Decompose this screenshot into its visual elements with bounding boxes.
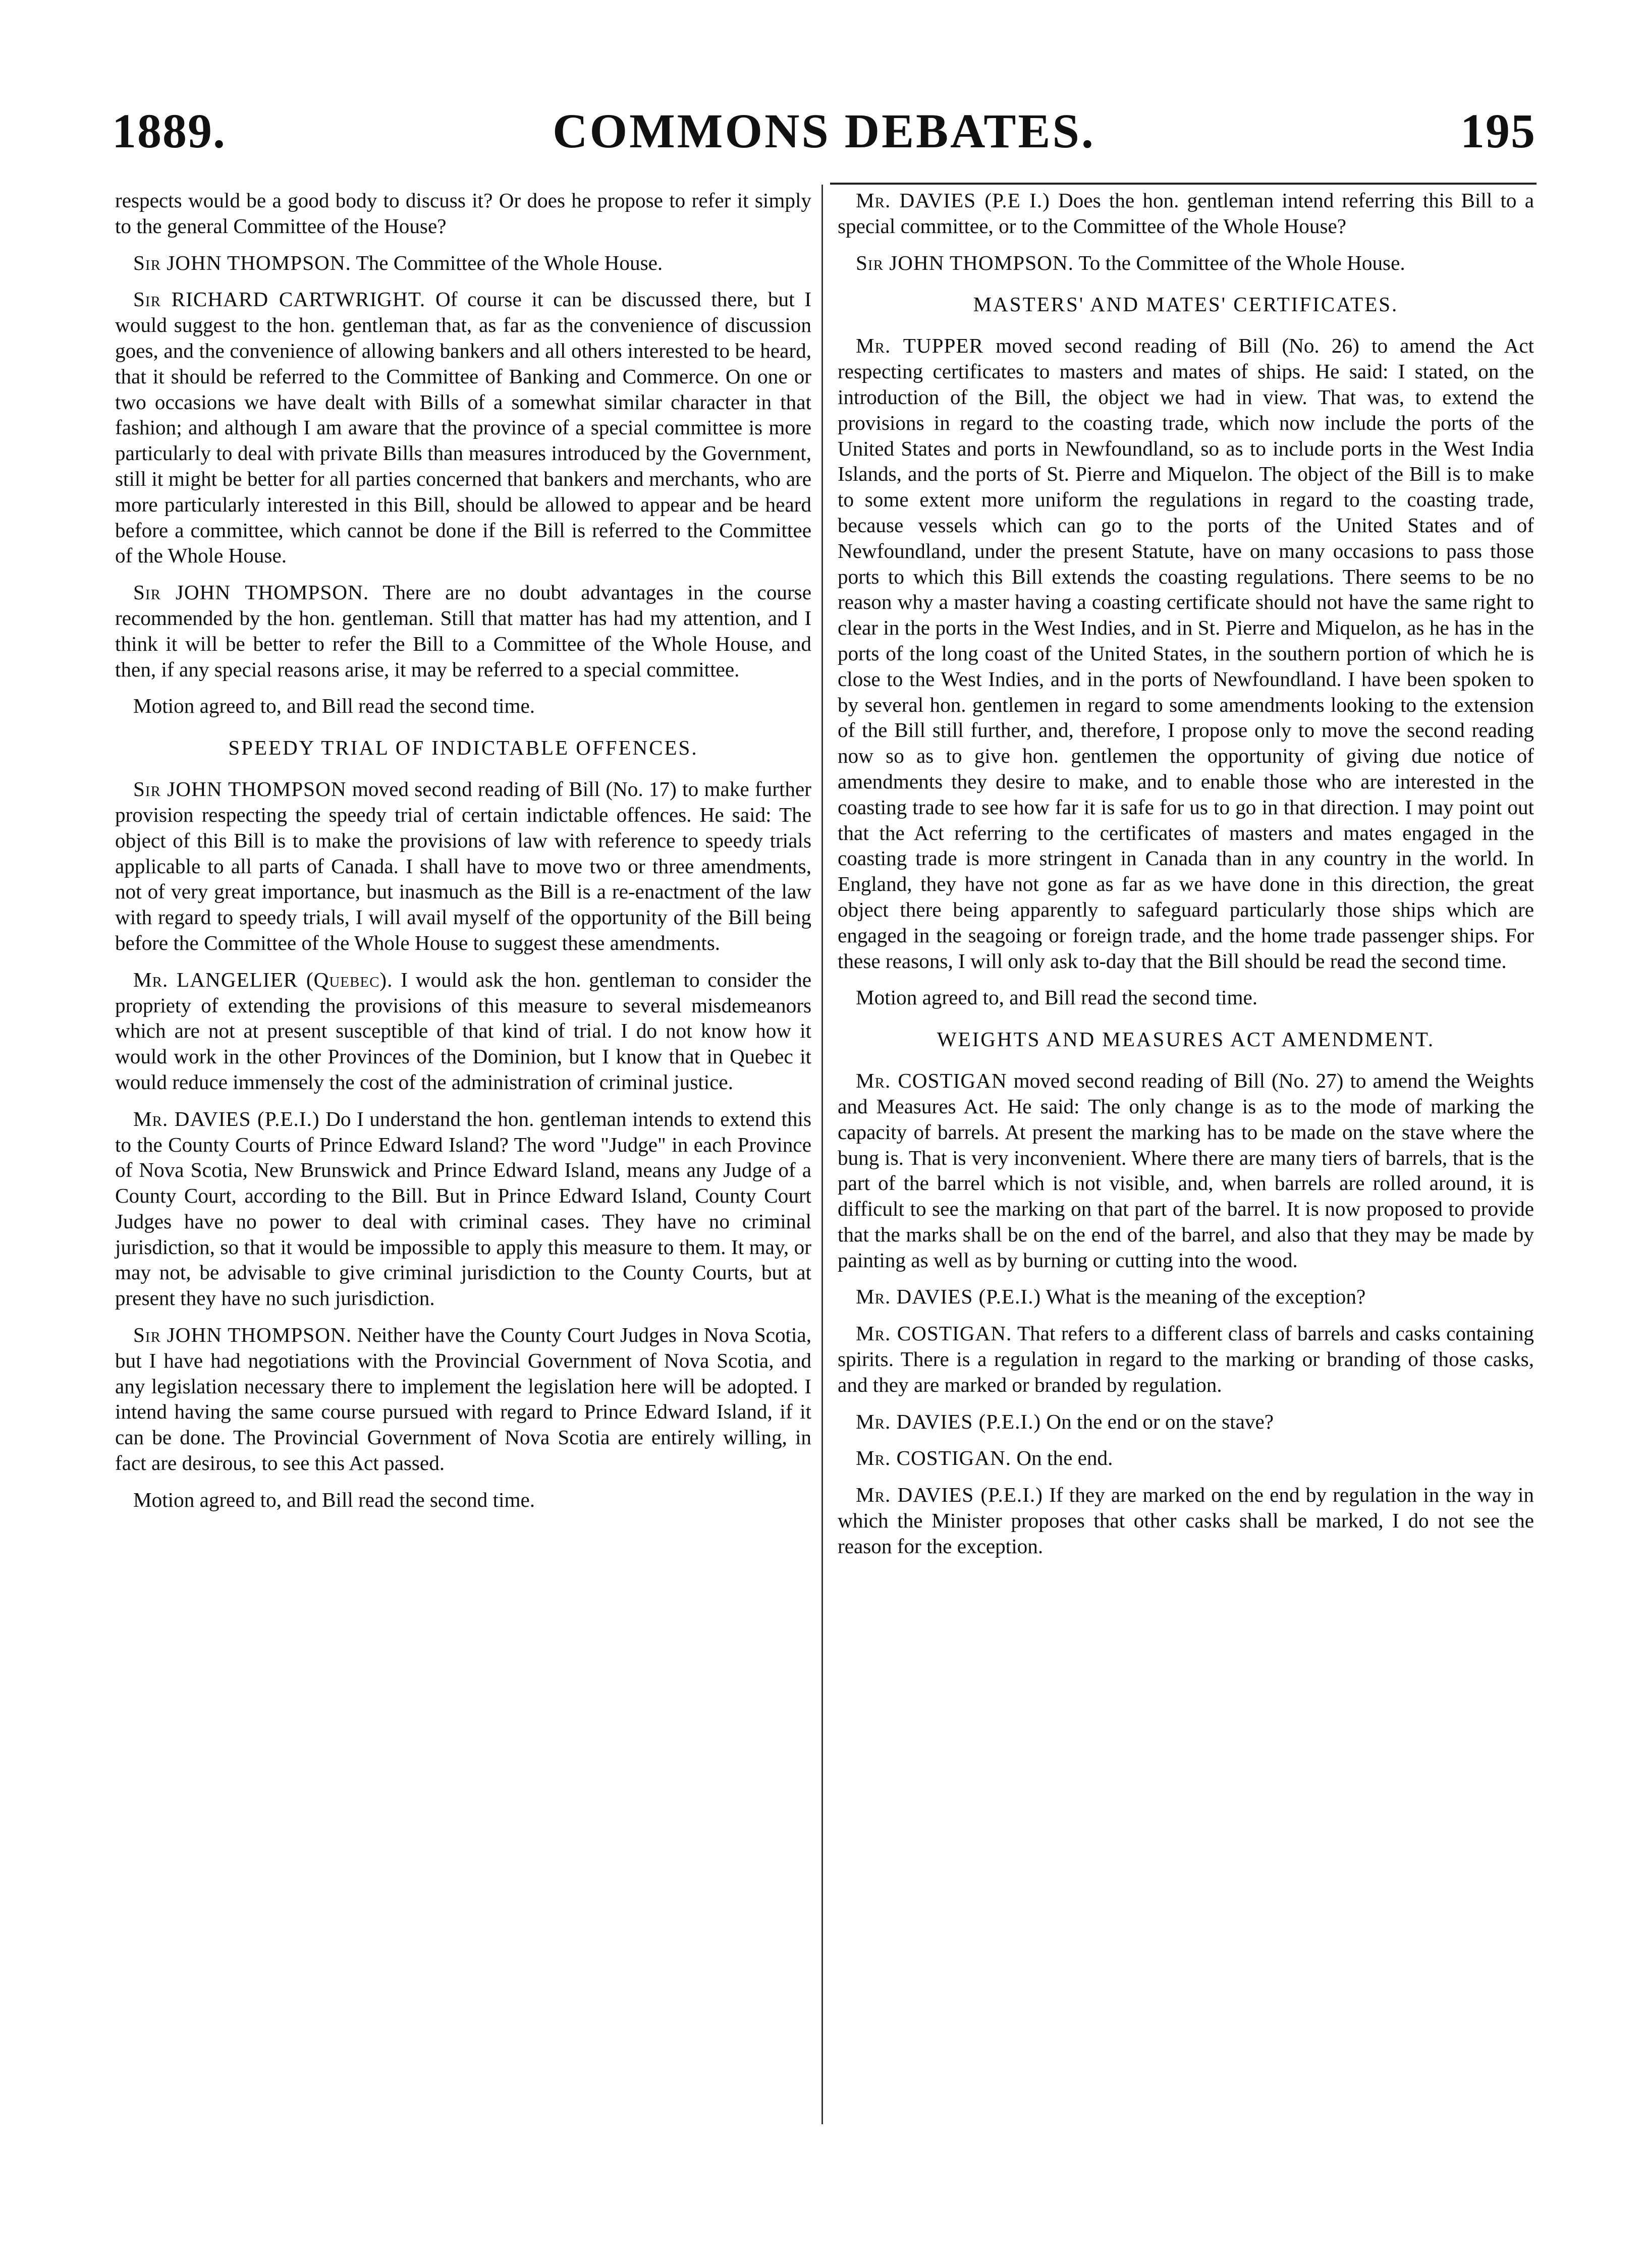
header-page-number: 195 — [1460, 104, 1536, 158]
speech-text: Neither have the County Court Judges in Nova Scotia, but I have had negotiations with the Provincial Government of Nova Scotia, and any legislation necessary there to implement the legislation here will be adopted. I intend having the same course pursued with regard to Prince Edward Island, if it can be done. The Provincial Government of Nova Scotia are entirely willing, in fact are desirous, to see this Act passed. — [115, 1323, 812, 1475]
speech-text: moved second reading of Bill (No. 17) to make further provision respecting the speedy trial of certain indictable offences. He said: The object of this Bill is to make the provisions of law with reference to speedy trials applicable to all parts of Canada. I shall have to move two or three amendments, not of very great importance, but inasmuch as the Bill is a re-enactment of the law with regard to speedy trials, I will avail myself of the opportunity of the Bill being before the Committee of the Whole House to suggest these amendments. — [115, 777, 811, 954]
speech-text: moved second reading of Bill (No. 26) to amend the Act respecting certificates to masters and mates of ships. He said: I stated, on the introduction of the Bill, the object we had in view. That was, to extend the provisions in regard to the coasting trade, which now include the ports of the United States and ports in Newfoundland, so as to include ports in the West India Islands, and the ports of St. Pierre and Miquelon. The object of the Bill is to make to some extent more uniform the regulations in regard to the coasting trade, because vessels which can go to the ports of the United States and of Newfoundland, under the present Statute, have on many occasions to pass those ports to which this Bill extends the coasting regulations. There seems to be no reason why a master having a coasting certificate should not have the same right to clear in the ports in the West Indies, and in St. Pierre and Miquelon, as he has in the ports of the long coast of the United States, in the southern portion of which he is close to the West Indies, and in the ports of Newfoundland. I have been spoken to by several hon. gentlemen in regard to some amendments looking to the extension of the Bill still further, and, therefore, I propose only to move the second reading now so as to give hon. gentlemen the opportunity of giving due notice of amendments they desire to make, and to enable those who are interested in the coasting trade to see how far it is safe for us to go in that direction. I may point out that the Act referring to the certificates of masters and mates engaged in the coasting trade is more stringent in Canada than in any country in the world. In England, they have not gone as far as we have done in this direction, the great object there being apparently to safeguard particularly those ships which are engaged in the seagoing or foreign trade, and the home trade passenger ships. For these reasons, I will only ask to-day that the Bill should be read the second time. — [838, 334, 1534, 973]
speech-text: That refers to a different class of barrels and casks containing spirits. There is a regulation in regard to the marking or branding of those casks, and they are marked or branded by regulation. — [838, 1322, 1534, 1396]
speech-text: To the Committee of the Whole House. — [1078, 251, 1405, 274]
speaker-name: Mr. DAVIES (P.E.I.) — [856, 1483, 1043, 1507]
section-heading: MASTERS' AND MATES' CERTIFICATES. — [973, 293, 1399, 316]
speaker-name: Mr. TUPPER — [856, 334, 984, 358]
speech-paragraph — [838, 1445, 1534, 1471]
speaker-name: Mr. COSTIGAN. — [856, 1322, 1012, 1345]
header-title: COMMONS DEBATES. — [553, 104, 1095, 158]
speech-text: Does the hon. gentleman intend referring this Bill to a special committee, or to the Committee of the Whole House? — [838, 189, 1534, 238]
section-heading: WEIGHTS AND MEASURES ACT AMENDMENT. — [937, 1028, 1435, 1051]
speech-paragraph — [115, 580, 811, 682]
motion-text: Motion agreed to, and Bill read the second time. — [856, 986, 1258, 1009]
speaker-name: Mr. DAVIES (P.E.I.) — [856, 1409, 1041, 1433]
speech-paragraph — [115, 1106, 811, 1311]
speech-text: On the end or on the stave? — [1046, 1409, 1274, 1433]
speech-paragraph — [838, 333, 1534, 974]
header-year: 1889. — [112, 104, 226, 158]
header-rule — [830, 183, 1537, 185]
speech-paragraph — [115, 287, 811, 569]
motion-paragraph — [838, 985, 1534, 1010]
page-header — [112, 101, 1536, 172]
speaker-name: Mr. COSTIGAN — [856, 1069, 1007, 1093]
paragraph — [115, 188, 811, 239]
speech-paragraph — [838, 188, 1534, 239]
motion-text: Motion agreed to, and Bill read the second time. — [133, 694, 535, 718]
speech-paragraph — [838, 1482, 1534, 1559]
speaker-name: Sir JOHN THOMPSON. — [856, 251, 1074, 274]
speaker-name: Sir JOHN THOMPSON. — [133, 251, 351, 274]
column-divider — [821, 185, 823, 2124]
right-column — [838, 188, 1534, 1570]
speaker-name: Sir RICHARD CARTWRIGHT. — [133, 288, 426, 311]
speaker-name: Mr. DAVIES (P.E I.) — [856, 189, 1050, 212]
speech-text: On the end. — [1016, 1446, 1113, 1470]
speech-paragraph — [115, 250, 811, 276]
speech-paragraph — [838, 1409, 1534, 1435]
paragraph-text: respects would be a good body to discuss it? Or does he propose to refer it simply to the general Committee of the House? — [115, 189, 811, 238]
speaker-name: Mr. COSTIGAN. — [856, 1446, 1012, 1470]
speech-paragraph — [838, 250, 1534, 276]
speech-paragraph — [838, 1284, 1534, 1310]
speaker-name: Sir JOHN THOMPSON — [133, 777, 347, 801]
speech-text: The Committee of the Whole House. — [356, 251, 663, 274]
speech-paragraph — [115, 776, 811, 956]
motion-text: Motion agreed to, and Bill read the second time. — [133, 1488, 535, 1511]
speaker-name: Sir JOHN THOMPSON. — [133, 581, 369, 604]
speech-text: What is the meaning of the exception? — [1046, 1285, 1366, 1309]
speaker-name: Sir JOHN THOMPSON. — [133, 1323, 352, 1347]
speech-text: Do I understand the hon. gentleman intends to extend this to the County Courts of Prince Edward Island? The word "Judge" in each Province of Nova Scotia, New Brunswick and Prince Edward Island, means any Judge of a County Court, according to the Bill. But in Prince Edward Island, County Court Judges have no power to deal with criminal cases. They have no criminal jurisdiction, so that it would be impossible to apply this measure to them. It may, or may not, be advisable to give criminal jurisdiction to the County Courts, but at present they have no such jurisdiction. — [115, 1107, 811, 1310]
speaker-name: Mr. DAVIES (P.E.I.) — [856, 1285, 1041, 1309]
speech-text: I would ask the hon. gentleman to consider the propriety of extending the provisions of this measure to several misdemeanors which are not at present susceptible of that kind of trial. I do not know how it would work in the other Provinces of the Dominion, but I know that in Quebec it would reduce immensely the cost of the administration of criminal justice. — [115, 968, 811, 1094]
motion-paragraph — [115, 1487, 811, 1513]
speech-text: moved second reading of Bill (No. 27) to amend the Weights and Measures Act. He said: The only change is as to the mode of marking the capacity of barrels. At present the marking has to be made on the stave where the bung is. That is very inconvenient. Where there are many tiers of barrels, that is the part of the barrel which is not visible, and, when barrels are rolled around, it is difficult to see the marking on that part of the barrel. It is now proposed to provide that the marks shall be on the end of the barrel, and also that they may be made by painting as well as by burning or cutting into the wood. — [838, 1069, 1534, 1272]
speech-paragraph — [115, 967, 811, 1095]
speech-text: If they are marked on the end by regulation in the way in which the Minister proposes that other casks shall be marked, I do not see the reason for the exception. — [838, 1483, 1534, 1558]
left-column — [115, 188, 811, 1524]
speech-paragraph — [115, 1322, 811, 1476]
speech-text: There are no doubt advantages in the course recommended by the hon. gentleman. Still that matter has had my attention, and I think it will be better to refer the Bill to a Committee of the Whole House, and then, if any special reasons arise, it may be referred to a special committee. — [115, 581, 811, 681]
section-heading: SPEEDY TRIAL OF INDICTABLE OFFENCES. — [228, 736, 698, 760]
speaker-name: Mr. DAVIES (P.E.I.) — [133, 1107, 320, 1130]
speech-paragraph — [838, 1068, 1534, 1273]
speech-text: Of course it can be discussed there, but I would suggest to the hon. gentleman that, as far as the convenience of discussion goes, and the convenience of allowing bankers and all others interested to be heard, that it should be referred to the Committee of Banking and Commerce. On one or two occasions we have dealt with Bills of a somewhat similar character in that fashion; and although I am aware that the province of a special committee is more particularly to deal with private Bills than measures introduced by the Government, still it might be better for all parties concerned that bankers and merchants, who are more particularly interested in this Bill, should be allowed to appear and be heard before a committee, which cannot be done if the Bill is referred to the Committee of the Whole House. — [115, 288, 812, 568]
motion-paragraph — [115, 693, 811, 719]
speech-paragraph — [838, 1321, 1534, 1397]
speaker-name: Mr. LANGELIER (Quebec). — [133, 968, 393, 991]
